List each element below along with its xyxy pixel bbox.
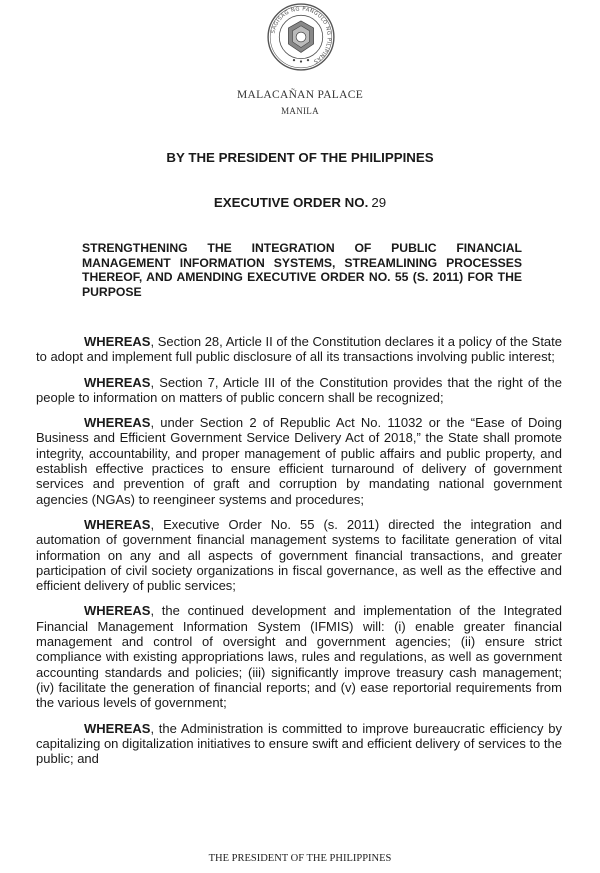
by-line: BY THE PRESIDENT OF THE PHILIPPINES [166, 150, 434, 165]
order-number: 29 [371, 195, 387, 210]
whereas-paragraph: WHEREAS, Section 7, Article III of the Constitution provides that the right of the people to information on matters of public concern shall be recognized; [36, 374, 562, 405]
order-title: STRENGTHENING THE INTEGRATION OF PUBLIC FINANCIAL MANAGEMENT INFORMATION SYSTEMS, STREAMLINING PROCESSES THEREOF, AND AMENDING EXECUTIVE ORDER NO. 55 (S. 2011) FOR THE PURPOSE [82, 241, 522, 299]
palace-name: MALACAÑAN PALACE [236, 89, 364, 101]
order-heading [0, 195, 600, 210]
palace-city: MANILA [281, 106, 319, 116]
whereas-paragraph: WHEREAS, Executive Order No. 55 (s. 2011) directed the integration and automation of government financial management systems to facilitate generation of vital information on any and all aspects of government financial transactions, and greater participation of civil society organizations in fiscal governance, as well as the effective and efficient delivery of public services; [36, 516, 562, 594]
seal-ring-text: SAGISAG NG PANGULO NG PILIPINAS [270, 6, 332, 65]
whereas-paragraph: WHEREAS, the continued development and implementation of the Integrated Financial Management Information System (IFMIS) will: (i) enable greater financial management and control of oversight and government agencies; (ii) ensure strict compliance with existing appropriations laws, rules and regulations, as well as government accounting standards and policies; (iii) significantly improve treasury cash management; (iv) facilitate the generation of financial reports; and (v) ease reportorial requirements from the various levels of government; [36, 603, 562, 711]
whereas-paragraph: WHEREAS, the Administration is committed to improve bureaucratic efficiency by capitalizing on digitalization initiatives to ensure swift and efficient delivery of services to the public; and [36, 720, 562, 767]
page-footer: THE PRESIDENT OF THE PHILIPPINES [208, 853, 392, 864]
whereas-paragraph: WHEREAS, Section 28, Article II of the Constitution declares it a policy of the State to adopt and implement full public disclosure of all its transactions involving public interest; [36, 334, 562, 365]
order-label: EXECUTIVE ORDER NO. [213, 195, 369, 210]
whereas-paragraph: WHEREAS, under Section 2 of Republic Act No. 11032 or the “Ease of Doing Business and Efficient Government Service Delivery Act of 2018,” the State shall promote integrity, accountability, and proper management of public affairs and public property, and establish effective practices to ensure efficient turnaround of delivery of government services and prevention of graft and corruption by mandating national government agencies (NGAs) to reengineer systems and procedures; [36, 415, 562, 507]
document-body [36, 334, 562, 776]
presidential-seal-icon [266, 2, 336, 72]
